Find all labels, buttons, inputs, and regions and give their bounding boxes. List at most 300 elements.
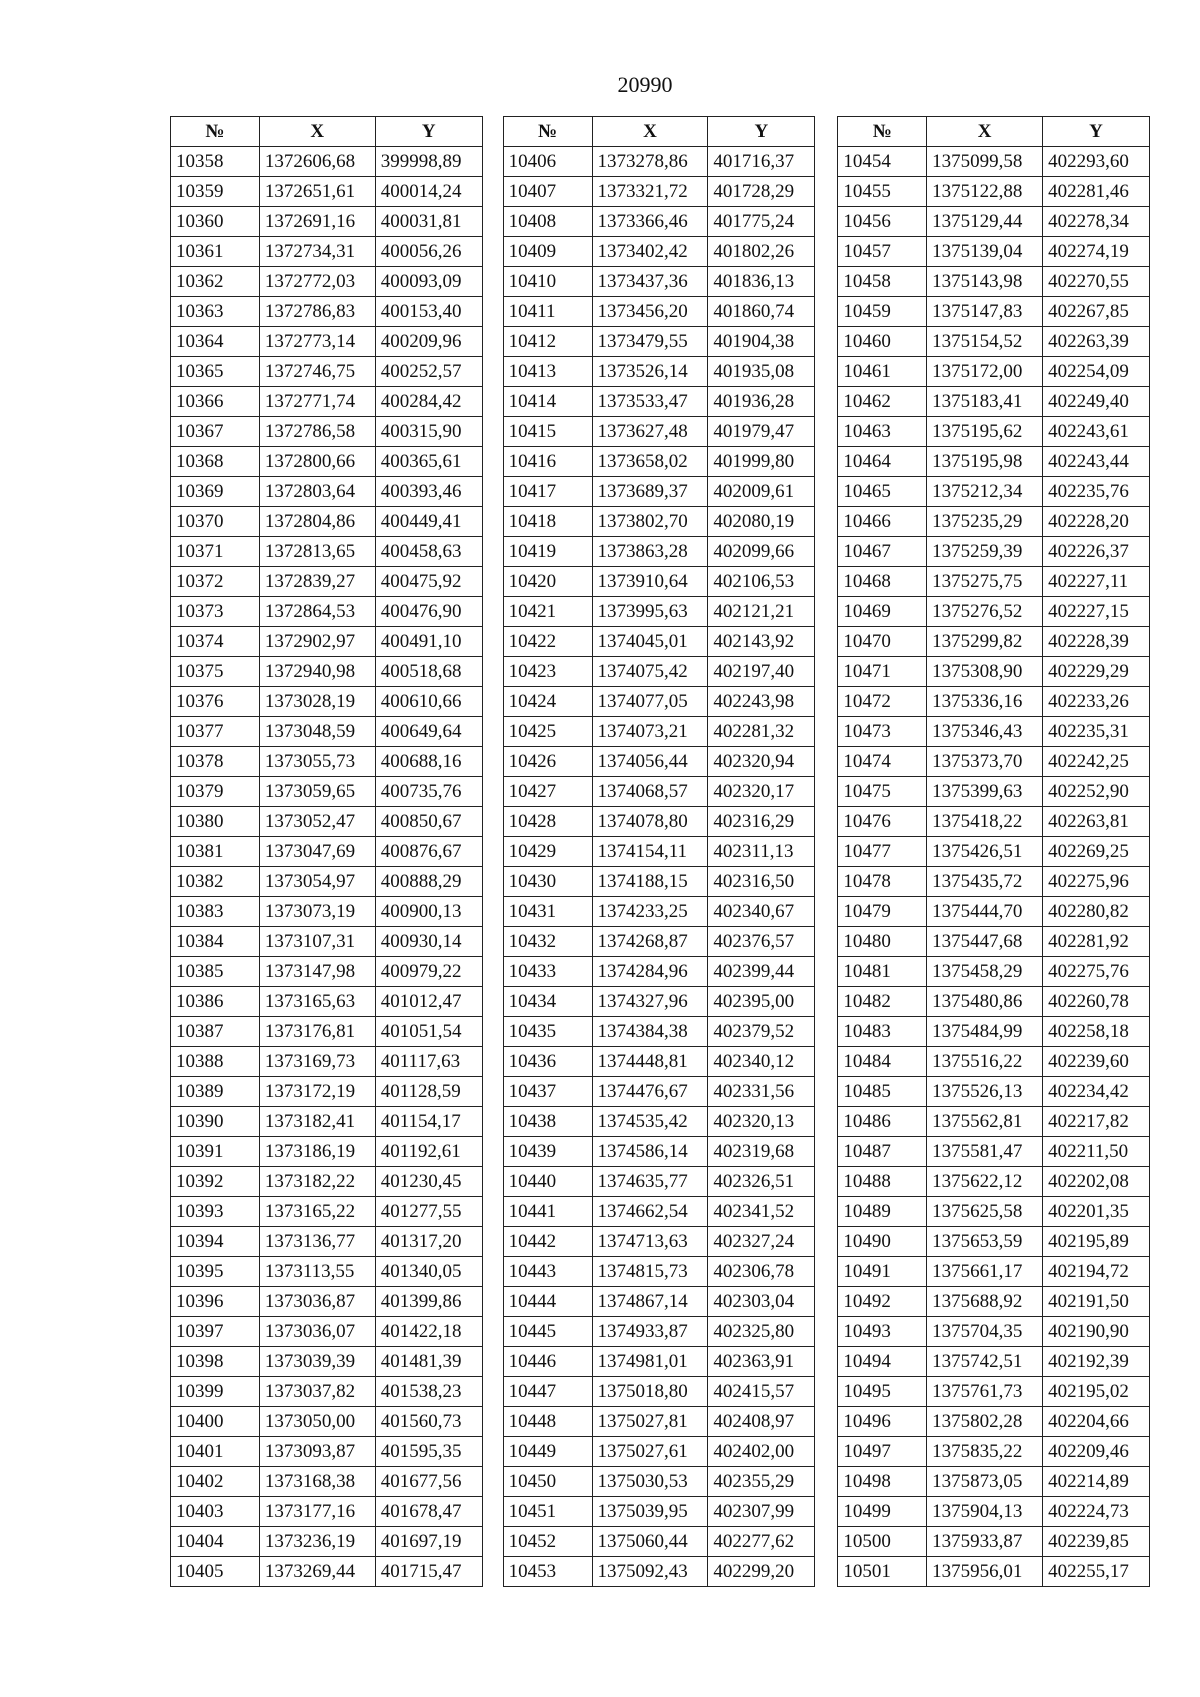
y-coordinate-cell: 402316,50 (708, 867, 815, 897)
point-number-cell: 10406 (503, 147, 592, 177)
point-number-cell: 10441 (503, 1197, 592, 1227)
x-coordinate-cell: 1375761,73 (927, 1377, 1043, 1407)
y-coordinate-cell: 402340,67 (708, 897, 815, 927)
table-row (838, 357, 1150, 387)
x-coordinate-cell: 1374981,01 (592, 1347, 708, 1377)
x-coordinate-cell: 1372813,65 (259, 537, 375, 567)
point-number-cell: 10438 (503, 1107, 592, 1137)
point-number-cell: 10377 (171, 717, 260, 747)
point-number-cell: 10481 (838, 957, 927, 987)
y-coordinate-cell: 400979,22 (375, 957, 482, 987)
x-coordinate-cell: 1373037,82 (259, 1377, 375, 1407)
table-row (838, 1557, 1150, 1587)
y-coordinate-cell: 402235,31 (1043, 717, 1150, 747)
table-row (838, 207, 1150, 237)
x-coordinate-cell: 1374713,63 (592, 1227, 708, 1257)
x-coordinate-cell: 1375129,44 (927, 207, 1043, 237)
point-number-cell: 10408 (503, 207, 592, 237)
table-row (503, 537, 815, 567)
table-row (503, 747, 815, 777)
x-coordinate-cell: 1373059,65 (259, 777, 375, 807)
x-coordinate-cell: 1373456,20 (592, 297, 708, 327)
table-row (503, 327, 815, 357)
table-row (503, 1077, 815, 1107)
x-coordinate-cell: 1374815,73 (592, 1257, 708, 1287)
table-row (171, 1017, 483, 1047)
y-coordinate-cell: 402235,76 (1043, 477, 1150, 507)
point-number-cell: 10397 (171, 1317, 260, 1347)
table-row (838, 1017, 1150, 1047)
x-coordinate-cell: 1372772,03 (259, 267, 375, 297)
y-coordinate-cell: 401012,47 (375, 987, 482, 1017)
point-number-cell: 10395 (171, 1257, 260, 1287)
x-coordinate-cell: 1372786,83 (259, 297, 375, 327)
x-coordinate-cell: 1375516,22 (927, 1047, 1043, 1077)
y-coordinate-cell: 402227,11 (1043, 567, 1150, 597)
table-row (838, 1407, 1150, 1437)
table-row (171, 477, 483, 507)
x-coordinate-cell: 1373236,19 (259, 1527, 375, 1557)
x-coordinate-cell: 1374384,38 (592, 1017, 708, 1047)
x-coordinate-cell: 1373177,16 (259, 1497, 375, 1527)
point-number-cell: 10426 (503, 747, 592, 777)
point-number-cell: 10413 (503, 357, 592, 387)
y-coordinate-cell: 400900,13 (375, 897, 482, 927)
x-coordinate-cell: 1374154,11 (592, 837, 708, 867)
table-row (171, 567, 483, 597)
x-coordinate-cell: 1372839,27 (259, 567, 375, 597)
point-number-cell: 10414 (503, 387, 592, 417)
x-coordinate-cell: 1375308,90 (927, 657, 1043, 687)
y-coordinate-cell: 401595,35 (375, 1437, 482, 1467)
x-coordinate-cell: 1375622,12 (927, 1167, 1043, 1197)
y-coordinate-cell: 401192,61 (375, 1137, 482, 1167)
y-coordinate-cell: 400888,29 (375, 867, 482, 897)
header-row (171, 117, 483, 147)
point-number-cell: 10452 (503, 1527, 592, 1557)
x-coordinate-cell: 1373182,22 (259, 1167, 375, 1197)
y-coordinate-cell: 402363,91 (708, 1347, 815, 1377)
table-row (838, 267, 1150, 297)
table-row (838, 747, 1150, 777)
point-number-cell: 10495 (838, 1377, 927, 1407)
table-row (503, 987, 815, 1017)
table-row (503, 1467, 815, 1497)
x-coordinate-cell: 1374045,01 (592, 627, 708, 657)
x-coordinate-cell: 1375625,58 (927, 1197, 1043, 1227)
point-number-cell: 10448 (503, 1407, 592, 1437)
table-row (171, 357, 483, 387)
x-coordinate-cell: 1375653,59 (927, 1227, 1043, 1257)
table-row (503, 807, 815, 837)
table-row (171, 1137, 483, 1167)
y-coordinate-cell: 400252,57 (375, 357, 482, 387)
table-row (171, 1287, 483, 1317)
x-coordinate-cell: 1373055,73 (259, 747, 375, 777)
x-coordinate-cell: 1373036,07 (259, 1317, 375, 1347)
header-x: X (592, 117, 708, 147)
coordinate-table-3 (837, 116, 1150, 1587)
table-row (838, 597, 1150, 627)
x-coordinate-cell: 1372773,14 (259, 327, 375, 357)
point-number-cell: 10386 (171, 987, 260, 1017)
header-number: № (503, 117, 592, 147)
table-row (503, 1317, 815, 1347)
point-number-cell: 10393 (171, 1197, 260, 1227)
point-number-cell: 10382 (171, 867, 260, 897)
point-number-cell: 10423 (503, 657, 592, 687)
point-number-cell: 10370 (171, 507, 260, 537)
y-coordinate-cell: 402307,99 (708, 1497, 815, 1527)
point-number-cell: 10392 (171, 1167, 260, 1197)
x-coordinate-cell: 1374448,81 (592, 1047, 708, 1077)
point-number-cell: 10411 (503, 297, 592, 327)
table-row (838, 387, 1150, 417)
table-row (171, 927, 483, 957)
table-row (838, 807, 1150, 837)
y-coordinate-cell: 402402,00 (708, 1437, 815, 1467)
table-row (171, 537, 483, 567)
table-row (503, 1497, 815, 1527)
x-coordinate-cell: 1373526,14 (592, 357, 708, 387)
table-row (171, 507, 483, 537)
x-coordinate-cell: 1375060,44 (592, 1527, 708, 1557)
table-row (838, 987, 1150, 1017)
y-coordinate-cell: 402320,17 (708, 777, 815, 807)
x-coordinate-cell: 1375526,13 (927, 1077, 1043, 1107)
x-coordinate-cell: 1374535,42 (592, 1107, 708, 1137)
table-row (171, 147, 483, 177)
y-coordinate-cell: 402243,98 (708, 687, 815, 717)
table-row (171, 807, 483, 837)
x-coordinate-cell: 1372803,64 (259, 477, 375, 507)
x-coordinate-cell: 1375092,43 (592, 1557, 708, 1587)
x-coordinate-cell: 1372691,16 (259, 207, 375, 237)
point-number-cell: 10400 (171, 1407, 260, 1437)
table-row (838, 687, 1150, 717)
x-coordinate-cell: 1375139,04 (927, 237, 1043, 267)
point-number-cell: 10410 (503, 267, 592, 297)
table-row (171, 1377, 483, 1407)
point-number-cell: 10399 (171, 1377, 260, 1407)
x-coordinate-cell: 1373107,31 (259, 927, 375, 957)
y-coordinate-cell: 402243,44 (1043, 447, 1150, 477)
x-coordinate-cell: 1373182,41 (259, 1107, 375, 1137)
y-coordinate-cell: 402399,44 (708, 957, 815, 987)
y-coordinate-cell: 400735,76 (375, 777, 482, 807)
x-coordinate-cell: 1375183,41 (927, 387, 1043, 417)
point-number-cell: 10442 (503, 1227, 592, 1257)
y-coordinate-cell: 400153,40 (375, 297, 482, 327)
y-coordinate-cell: 401560,73 (375, 1407, 482, 1437)
y-coordinate-cell: 402224,73 (1043, 1497, 1150, 1527)
x-coordinate-cell: 1375027,61 (592, 1437, 708, 1467)
x-coordinate-cell: 1373186,19 (259, 1137, 375, 1167)
y-coordinate-cell: 402278,34 (1043, 207, 1150, 237)
y-coordinate-cell: 402341,52 (708, 1197, 815, 1227)
table-row (838, 927, 1150, 957)
y-coordinate-cell: 402228,20 (1043, 507, 1150, 537)
point-number-cell: 10471 (838, 657, 927, 687)
x-coordinate-cell: 1374327,96 (592, 987, 708, 1017)
x-coordinate-cell: 1373165,63 (259, 987, 375, 1017)
page-number: 20990 (617, 72, 673, 97)
y-coordinate-cell: 402192,39 (1043, 1347, 1150, 1377)
coordinate-table-2 (503, 116, 816, 1587)
table-row (503, 1017, 815, 1047)
table-row (171, 1467, 483, 1497)
point-number-cell: 10487 (838, 1137, 927, 1167)
x-coordinate-cell: 1374056,44 (592, 747, 708, 777)
x-coordinate-cell: 1373533,47 (592, 387, 708, 417)
point-number-cell: 10478 (838, 867, 927, 897)
y-coordinate-cell: 402263,39 (1043, 327, 1150, 357)
point-number-cell: 10364 (171, 327, 260, 357)
point-number-cell: 10367 (171, 417, 260, 447)
x-coordinate-cell: 1375122,88 (927, 177, 1043, 207)
y-coordinate-cell: 402121,21 (708, 597, 815, 627)
x-coordinate-cell: 1375195,98 (927, 447, 1043, 477)
point-number-cell: 10358 (171, 147, 260, 177)
table-row (503, 1167, 815, 1197)
y-coordinate-cell: 401979,47 (708, 417, 815, 447)
point-number-cell: 10430 (503, 867, 592, 897)
point-number-cell: 10486 (838, 1107, 927, 1137)
table-row (838, 837, 1150, 867)
x-coordinate-cell: 1373093,87 (259, 1437, 375, 1467)
x-coordinate-cell: 1373165,22 (259, 1197, 375, 1227)
x-coordinate-cell: 1375154,52 (927, 327, 1043, 357)
x-coordinate-cell: 1375018,80 (592, 1377, 708, 1407)
point-number-cell: 10375 (171, 657, 260, 687)
x-coordinate-cell: 1375259,39 (927, 537, 1043, 567)
y-coordinate-cell: 402239,60 (1043, 1047, 1150, 1077)
y-coordinate-cell: 401860,74 (708, 297, 815, 327)
y-coordinate-cell: 402217,82 (1043, 1107, 1150, 1137)
x-coordinate-cell: 1375447,68 (927, 927, 1043, 957)
y-coordinate-cell: 402227,15 (1043, 597, 1150, 627)
point-number-cell: 10462 (838, 387, 927, 417)
x-coordinate-cell: 1375336,16 (927, 687, 1043, 717)
y-coordinate-cell: 402195,89 (1043, 1227, 1150, 1257)
point-number-cell: 10484 (838, 1047, 927, 1077)
point-number-cell: 10456 (838, 207, 927, 237)
point-number-cell: 10427 (503, 777, 592, 807)
point-number-cell: 10409 (503, 237, 592, 267)
point-number-cell: 10394 (171, 1227, 260, 1257)
x-coordinate-cell: 1373073,19 (259, 897, 375, 927)
y-coordinate-cell: 400093,09 (375, 267, 482, 297)
point-number-cell: 10446 (503, 1347, 592, 1377)
table-row (838, 567, 1150, 597)
point-number-cell: 10376 (171, 687, 260, 717)
y-coordinate-cell: 401936,28 (708, 387, 815, 417)
x-coordinate-cell: 1372864,53 (259, 597, 375, 627)
x-coordinate-cell: 1374586,14 (592, 1137, 708, 1167)
point-number-cell: 10428 (503, 807, 592, 837)
x-coordinate-cell: 1375039,95 (592, 1497, 708, 1527)
point-number-cell: 10412 (503, 327, 592, 357)
point-number-cell: 10398 (171, 1347, 260, 1377)
x-coordinate-cell: 1375147,83 (927, 297, 1043, 327)
y-coordinate-cell: 401715,47 (375, 1557, 482, 1587)
point-number-cell: 10385 (171, 957, 260, 987)
point-number-cell: 10359 (171, 177, 260, 207)
x-coordinate-cell: 1373050,00 (259, 1407, 375, 1437)
x-coordinate-cell: 1375172,00 (927, 357, 1043, 387)
point-number-cell: 10498 (838, 1467, 927, 1497)
point-number-cell: 10500 (838, 1527, 927, 1557)
y-coordinate-cell: 402214,89 (1043, 1467, 1150, 1497)
y-coordinate-cell: 402191,50 (1043, 1287, 1150, 1317)
table-row (503, 777, 815, 807)
x-coordinate-cell: 1372746,75 (259, 357, 375, 387)
x-coordinate-cell: 1372606,68 (259, 147, 375, 177)
x-coordinate-cell: 1374476,67 (592, 1077, 708, 1107)
y-coordinate-cell: 402255,17 (1043, 1557, 1150, 1587)
y-coordinate-cell: 401775,24 (708, 207, 815, 237)
table-row (503, 1287, 815, 1317)
table-row (171, 1167, 483, 1197)
table-row (838, 1167, 1150, 1197)
table-row (838, 777, 1150, 807)
point-number-cell: 10468 (838, 567, 927, 597)
point-number-cell: 10475 (838, 777, 927, 807)
y-coordinate-cell: 401422,18 (375, 1317, 482, 1347)
x-coordinate-cell: 1375835,22 (927, 1437, 1043, 1467)
x-coordinate-cell: 1374077,05 (592, 687, 708, 717)
point-number-cell: 10432 (503, 927, 592, 957)
table-row (503, 1527, 815, 1557)
x-coordinate-cell: 1372800,66 (259, 447, 375, 477)
table-row (503, 177, 815, 207)
point-number-cell: 10499 (838, 1497, 927, 1527)
y-coordinate-cell: 400850,67 (375, 807, 482, 837)
point-number-cell: 10421 (503, 597, 592, 627)
y-coordinate-cell: 402415,57 (708, 1377, 815, 1407)
y-coordinate-cell: 402202,08 (1043, 1167, 1150, 1197)
table-row (503, 297, 815, 327)
x-coordinate-cell: 1375027,81 (592, 1407, 708, 1437)
x-coordinate-cell: 1374662,54 (592, 1197, 708, 1227)
x-coordinate-cell: 1373054,97 (259, 867, 375, 897)
y-coordinate-cell: 401677,56 (375, 1467, 482, 1497)
point-number-cell: 10482 (838, 987, 927, 1017)
table-row (171, 1317, 483, 1347)
point-number-cell: 10371 (171, 537, 260, 567)
x-coordinate-cell: 1375562,81 (927, 1107, 1043, 1137)
table-row (171, 1557, 483, 1587)
point-number-cell: 10453 (503, 1557, 592, 1587)
point-number-cell: 10435 (503, 1017, 592, 1047)
point-number-cell: 10489 (838, 1197, 927, 1227)
x-coordinate-cell: 1375704,35 (927, 1317, 1043, 1347)
y-coordinate-cell: 401128,59 (375, 1077, 482, 1107)
x-coordinate-cell: 1373169,73 (259, 1047, 375, 1077)
table-row (503, 567, 815, 597)
y-coordinate-cell: 402299,20 (708, 1557, 815, 1587)
table-row (171, 1407, 483, 1437)
x-coordinate-cell: 1375235,29 (927, 507, 1043, 537)
table-row (171, 897, 483, 927)
point-number-cell: 10490 (838, 1227, 927, 1257)
table-row (503, 687, 815, 717)
point-number-cell: 10387 (171, 1017, 260, 1047)
x-coordinate-cell: 1373052,47 (259, 807, 375, 837)
table-row (838, 1527, 1150, 1557)
y-coordinate-cell: 402408,97 (708, 1407, 815, 1437)
y-coordinate-cell: 402275,76 (1043, 957, 1150, 987)
y-coordinate-cell: 400056,26 (375, 237, 482, 267)
point-number-cell: 10457 (838, 237, 927, 267)
table-row (171, 207, 483, 237)
y-coordinate-cell: 402281,32 (708, 717, 815, 747)
x-coordinate-cell: 1375480,86 (927, 987, 1043, 1017)
point-number-cell: 10401 (171, 1437, 260, 1467)
y-coordinate-cell: 401935,08 (708, 357, 815, 387)
point-number-cell: 10415 (503, 417, 592, 447)
x-coordinate-cell: 1373278,86 (592, 147, 708, 177)
x-coordinate-cell: 1373321,72 (592, 177, 708, 207)
y-coordinate-cell: 400393,46 (375, 477, 482, 507)
table-row (503, 1437, 815, 1467)
x-coordinate-cell: 1375435,72 (927, 867, 1043, 897)
point-number-cell: 10369 (171, 477, 260, 507)
header-y: Y (375, 117, 482, 147)
point-number-cell: 10466 (838, 507, 927, 537)
point-number-cell: 10465 (838, 477, 927, 507)
y-coordinate-cell: 400610,66 (375, 687, 482, 717)
table-row (171, 1527, 483, 1557)
table-row (838, 1497, 1150, 1527)
table-row (838, 627, 1150, 657)
point-number-cell: 10450 (503, 1467, 592, 1497)
table-row (171, 717, 483, 747)
y-coordinate-cell: 402379,52 (708, 1017, 815, 1047)
point-number-cell: 10390 (171, 1107, 260, 1137)
y-coordinate-cell: 402194,72 (1043, 1257, 1150, 1287)
x-coordinate-cell: 1373802,70 (592, 507, 708, 537)
point-number-cell: 10407 (503, 177, 592, 207)
table-row (503, 447, 815, 477)
table-row (838, 1287, 1150, 1317)
table-row (838, 1137, 1150, 1167)
y-coordinate-cell: 402009,61 (708, 477, 815, 507)
table-row (503, 597, 815, 627)
y-coordinate-cell: 400209,96 (375, 327, 482, 357)
x-coordinate-cell: 1375484,99 (927, 1017, 1043, 1047)
table-row (838, 1107, 1150, 1137)
y-coordinate-cell: 402326,51 (708, 1167, 815, 1197)
point-number-cell: 10473 (838, 717, 927, 747)
x-coordinate-cell: 1375373,70 (927, 747, 1043, 777)
table-row (171, 447, 483, 477)
x-coordinate-cell: 1375581,47 (927, 1137, 1043, 1167)
y-coordinate-cell: 401538,23 (375, 1377, 482, 1407)
header-x: X (927, 117, 1043, 147)
table-row (503, 927, 815, 957)
x-coordinate-cell: 1372902,97 (259, 627, 375, 657)
point-number-cell: 10461 (838, 357, 927, 387)
point-number-cell: 10378 (171, 747, 260, 777)
point-number-cell: 10384 (171, 927, 260, 957)
table-row (503, 147, 815, 177)
y-coordinate-cell: 402270,55 (1043, 267, 1150, 297)
y-coordinate-cell: 402275,96 (1043, 867, 1150, 897)
point-number-cell: 10436 (503, 1047, 592, 1077)
x-coordinate-cell: 1373366,46 (592, 207, 708, 237)
table-row (503, 1257, 815, 1287)
